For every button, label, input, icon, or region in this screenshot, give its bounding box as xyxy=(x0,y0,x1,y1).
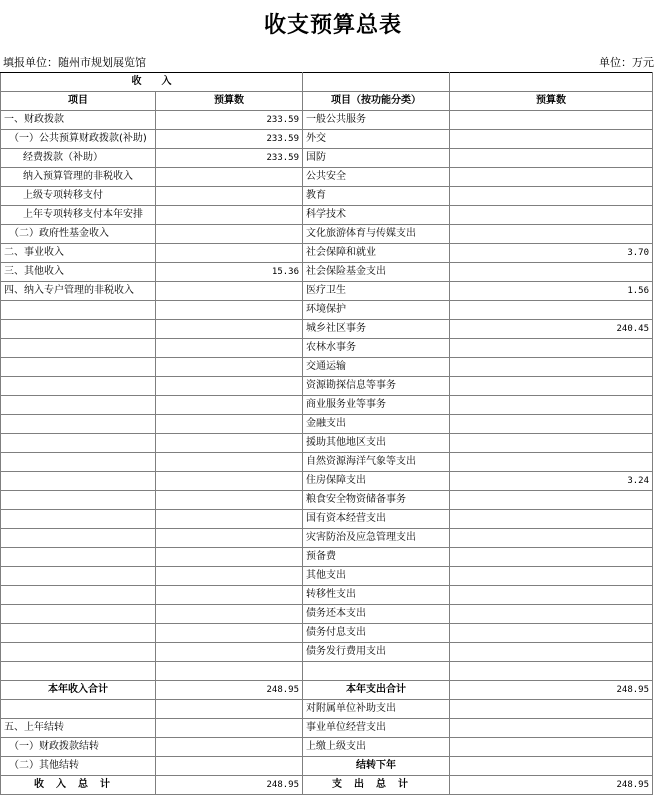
income-amount xyxy=(156,700,303,719)
table-row xyxy=(1,225,653,244)
expense-item: 上缴上级支出 xyxy=(303,738,450,757)
col-header-expense-budget: 预算数 xyxy=(450,92,653,111)
income-item: （二）政府性基金收入 xyxy=(1,225,156,244)
expense-amount xyxy=(450,643,653,662)
expense-amount xyxy=(450,130,653,149)
table-row xyxy=(1,339,653,358)
income-item: 上年专项转移支付本年安排 xyxy=(1,206,156,225)
table-row xyxy=(1,643,653,662)
expense-amount xyxy=(450,301,653,320)
income-item xyxy=(1,491,156,510)
expense-amount xyxy=(450,206,653,225)
expense-amount xyxy=(450,738,653,757)
col-header-expense-item: 项目（按功能分类） xyxy=(303,92,450,111)
table-row xyxy=(1,244,653,263)
table-row xyxy=(1,472,653,491)
income-item: 一、财政拨款 xyxy=(1,111,156,130)
income-amount xyxy=(156,415,303,434)
income-item xyxy=(1,510,156,529)
income-item xyxy=(1,453,156,472)
income-amount xyxy=(156,168,303,187)
table-row xyxy=(1,757,653,776)
table-row xyxy=(1,377,653,396)
income-amount xyxy=(156,643,303,662)
carry-forward-label: 结转下年 xyxy=(303,757,450,776)
section-header-row xyxy=(1,73,653,92)
expense-amount xyxy=(450,111,653,130)
income-item xyxy=(1,415,156,434)
expense-amount xyxy=(450,263,653,282)
col-header-budget: 预算数 xyxy=(156,92,303,111)
expense-amount xyxy=(450,491,653,510)
expense-amount xyxy=(450,415,653,434)
expense-item: 对附属单位补助支出 xyxy=(303,700,450,719)
expense-amount: 1.56 xyxy=(450,282,653,301)
income-item xyxy=(1,434,156,453)
expense-item: 文化旅游体育与传媒支出 xyxy=(303,225,450,244)
expense-amount xyxy=(450,434,653,453)
expense-item: 灾害防治及应急管理支出 xyxy=(303,529,450,548)
expense-amount xyxy=(450,700,653,719)
income-amount xyxy=(156,586,303,605)
expense-item: 援助其他地区支出 xyxy=(303,434,450,453)
expense-item: 资源勘探信息等事务 xyxy=(303,377,450,396)
income-amount xyxy=(156,738,303,757)
table-row xyxy=(1,415,653,434)
expense-amount xyxy=(450,605,653,624)
grand-total-row xyxy=(1,776,653,795)
income-amount xyxy=(156,206,303,225)
income-item: 纳入预算管理的非税收入 xyxy=(1,168,156,187)
expense-item: 事业单位经营支出 xyxy=(303,719,450,738)
page-title: 收支预算总表 xyxy=(263,12,402,38)
income-year-total-label: 本年收入合计 xyxy=(1,681,156,700)
expense-amount xyxy=(450,187,653,206)
budget-table xyxy=(0,72,653,795)
income-item: 三、其他收入 xyxy=(1,263,156,282)
table-row xyxy=(1,358,653,377)
expense-item: 转移性支出 xyxy=(303,586,450,605)
income-amount xyxy=(156,396,303,415)
table-row xyxy=(1,510,653,529)
income-section-header: 收 入 xyxy=(1,73,303,92)
income-item: 四、纳入专户管理的非税收入 xyxy=(1,282,156,301)
expense-item: 住房保障支出 xyxy=(303,472,450,491)
table-row xyxy=(1,130,653,149)
income-amount xyxy=(156,548,303,567)
income-amount xyxy=(156,757,303,776)
expense-item: 公共安全 xyxy=(303,168,450,187)
table-row xyxy=(1,168,653,187)
table-row xyxy=(1,529,653,548)
income-item: 经费拨款（补助） xyxy=(1,149,156,168)
income-amount xyxy=(156,301,303,320)
income-amount xyxy=(156,453,303,472)
income-amount xyxy=(156,282,303,301)
expense-amount xyxy=(450,339,653,358)
table-row xyxy=(1,662,653,681)
expense-item: 粮食安全物资储备事务 xyxy=(303,491,450,510)
income-item xyxy=(1,548,156,567)
expense-item: 商业服务业等事务 xyxy=(303,396,450,415)
table-row xyxy=(1,434,653,453)
income-item xyxy=(1,301,156,320)
income-amount xyxy=(156,491,303,510)
income-grand-total-label: 收入总计 xyxy=(1,776,156,795)
expense-item: 城乡社区事务 xyxy=(303,320,450,339)
col-header-item: 项目 xyxy=(1,92,156,111)
expense-amount xyxy=(450,168,653,187)
currency-unit: 单位：万元 xyxy=(599,56,654,69)
table-row xyxy=(1,206,653,225)
table-row xyxy=(1,567,653,586)
expense-item: 环境保护 xyxy=(303,301,450,320)
table-row xyxy=(1,301,653,320)
expense-year-total-label: 本年支出合计 xyxy=(303,681,450,700)
table-row xyxy=(1,738,653,757)
expense-amount xyxy=(450,719,653,738)
expense-item: 自然资源海洋气象等支出 xyxy=(303,453,450,472)
expense-item xyxy=(303,662,450,681)
income-item xyxy=(1,700,156,719)
table-row xyxy=(1,263,653,282)
expense-amount xyxy=(450,377,653,396)
expense-item: 其他支出 xyxy=(303,567,450,586)
expense-amount xyxy=(450,453,653,472)
expense-item: 金融支出 xyxy=(303,415,450,434)
column-header-row xyxy=(1,92,653,111)
income-amount: 233.59 xyxy=(156,111,303,130)
income-amount xyxy=(156,624,303,643)
expense-item: 科学技术 xyxy=(303,206,450,225)
income-amount xyxy=(156,510,303,529)
income-amount xyxy=(156,662,303,681)
expense-amount xyxy=(450,529,653,548)
income-amount xyxy=(156,244,303,263)
table-row xyxy=(1,111,653,130)
table-row xyxy=(1,719,653,738)
table-row xyxy=(1,396,653,415)
income-amount xyxy=(156,320,303,339)
expense-item: 社会保障和就业 xyxy=(303,244,450,263)
expense-amount: 3.70 xyxy=(450,244,653,263)
table-row xyxy=(1,700,653,719)
expense-item: 一般公共服务 xyxy=(303,111,450,130)
table-row xyxy=(1,149,653,168)
income-item xyxy=(1,605,156,624)
income-amount xyxy=(156,719,303,738)
expense-item: 农林水事务 xyxy=(303,339,450,358)
income-item: 五、上年结转 xyxy=(1,719,156,738)
expense-item: 预备费 xyxy=(303,548,450,567)
income-amount xyxy=(156,605,303,624)
expense-amount: 240.45 xyxy=(450,320,653,339)
expense-section-header-blank xyxy=(450,73,653,92)
expense-year-total-amount: 248.95 xyxy=(450,681,653,700)
income-amount: 233.59 xyxy=(156,130,303,149)
year-total-row xyxy=(1,681,653,700)
income-amount: 233.59 xyxy=(156,149,303,168)
table-row xyxy=(1,586,653,605)
income-item: （二）其他结转 xyxy=(1,757,156,776)
table-row xyxy=(1,187,653,206)
table-row xyxy=(1,624,653,643)
table-row xyxy=(1,320,653,339)
income-item: 二、事业收入 xyxy=(1,244,156,263)
expense-item: 教育 xyxy=(303,187,450,206)
expense-item: 社会保险基金支出 xyxy=(303,263,450,282)
expense-item: 医疗卫生 xyxy=(303,282,450,301)
table-row xyxy=(1,605,653,624)
income-year-total-amount: 248.95 xyxy=(156,681,303,700)
expense-amount xyxy=(450,757,653,776)
expense-item: 债务发行费用支出 xyxy=(303,643,450,662)
expense-item: 国有资本经营支出 xyxy=(303,510,450,529)
income-item xyxy=(1,624,156,643)
income-grand-total-amount: 248.95 xyxy=(156,776,303,795)
table-row xyxy=(1,548,653,567)
income-amount xyxy=(156,187,303,206)
expense-amount xyxy=(450,662,653,681)
income-item xyxy=(1,662,156,681)
reporting-unit: 填报单位：随州市规划展览馆 xyxy=(3,56,146,69)
expense-grand-total-label: 支出总计 xyxy=(303,776,450,795)
expense-amount xyxy=(450,548,653,567)
table-row xyxy=(1,453,653,472)
expense-amount xyxy=(450,567,653,586)
expense-amount xyxy=(450,358,653,377)
income-amount: 15.36 xyxy=(156,263,303,282)
income-amount xyxy=(156,377,303,396)
expense-item: 债务付息支出 xyxy=(303,624,450,643)
income-amount xyxy=(156,339,303,358)
income-amount xyxy=(156,434,303,453)
expense-amount xyxy=(450,396,653,415)
income-amount xyxy=(156,358,303,377)
expense-item: 债务还本支出 xyxy=(303,605,450,624)
income-item xyxy=(1,339,156,358)
expense-amount xyxy=(450,149,653,168)
table-row xyxy=(1,491,653,510)
expense-amount xyxy=(450,225,653,244)
income-item xyxy=(1,320,156,339)
expense-item: 外交 xyxy=(303,130,450,149)
expense-item: 国防 xyxy=(303,149,450,168)
income-amount xyxy=(156,567,303,586)
income-item xyxy=(1,643,156,662)
expense-amount xyxy=(450,586,653,605)
expense-item: 交通运输 xyxy=(303,358,450,377)
expense-amount: 3.24 xyxy=(450,472,653,491)
table-row xyxy=(1,282,653,301)
expense-grand-total-amount: 248.95 xyxy=(450,776,653,795)
income-item xyxy=(1,358,156,377)
income-item xyxy=(1,377,156,396)
income-item xyxy=(1,567,156,586)
income-amount xyxy=(156,529,303,548)
income-item xyxy=(1,472,156,491)
income-item: （一）公共预算财政拨款(补助) xyxy=(1,130,156,149)
income-item xyxy=(1,396,156,415)
income-item xyxy=(1,586,156,605)
income-amount xyxy=(156,225,303,244)
expense-amount xyxy=(450,510,653,529)
income-amount xyxy=(156,472,303,491)
income-item xyxy=(1,529,156,548)
income-item: 上级专项转移支付 xyxy=(1,187,156,206)
income-item: （一）财政拨款结转 xyxy=(1,738,156,757)
expense-amount xyxy=(450,624,653,643)
expense-section-header xyxy=(303,73,450,92)
